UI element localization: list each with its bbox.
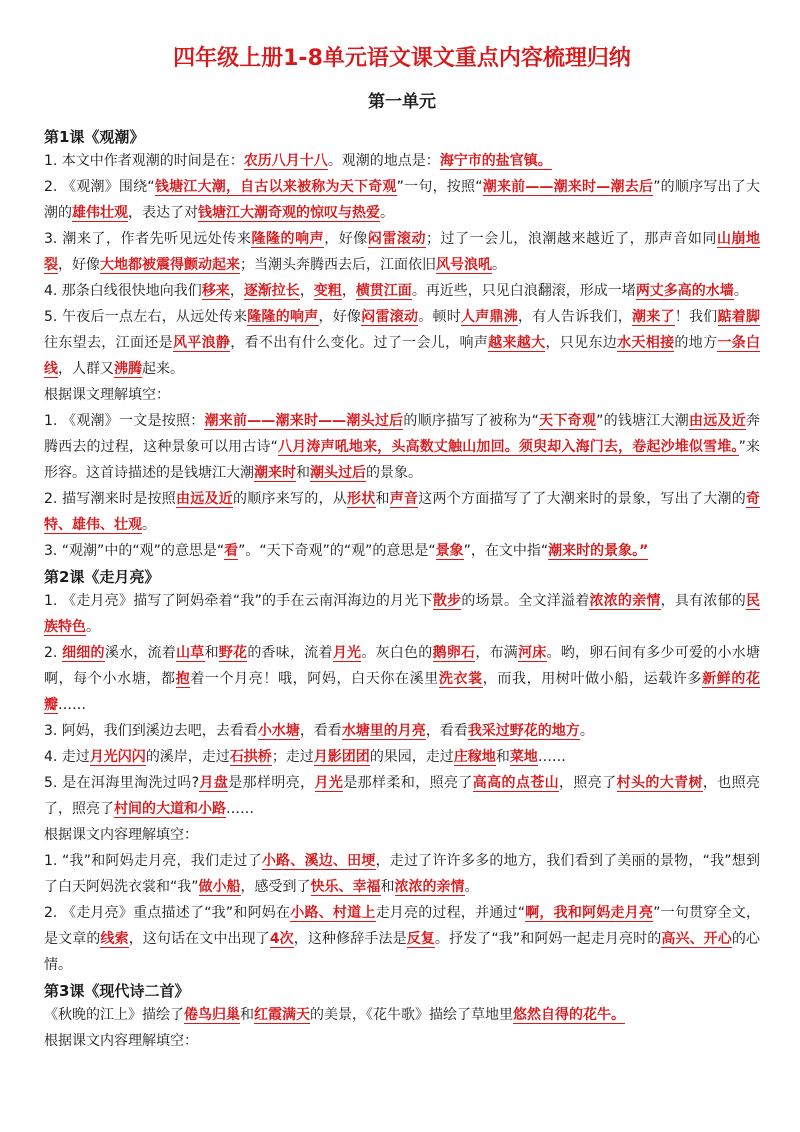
answer-highlight: 钱塘江大潮奇观的惊叹与热爱 (198, 205, 380, 221)
answer-highlight: 做小船 (198, 879, 241, 895)
content-paragraph (44, 408, 760, 486)
answer-highlight: 看 (224, 543, 239, 559)
answer-highlight: 闷雷滚动 (361, 309, 419, 325)
answer-highlight: 沸腾 (114, 361, 142, 377)
paragraph-text: 3. “观潮”中的“观”的意思是“ (44, 543, 225, 559)
lesson-heading: 第2课《走月亮》 (44, 568, 160, 586)
answer-highlight: 细细的 (62, 645, 105, 661)
answer-highlight: 潮来前——潮来时—潮去后 (482, 179, 654, 195)
answer-highlight: 风平浪静 (172, 335, 231, 351)
answer-highlight: 海宁市的盐官镇。 (439, 153, 552, 169)
paragraph-text: 3. 潮来了，作者先听见远处传来 (44, 231, 252, 247)
answer-highlight: 横贯江面 (355, 283, 412, 299)
answer-highlight: 浓浓的亲情 (589, 593, 661, 609)
paragraph-text: ，好像 (324, 231, 368, 247)
paragraph-text: 和 (296, 465, 310, 481)
content-paragraph (44, 148, 760, 174)
paragraph-text: 溪水，流着 (104, 645, 177, 661)
answer-highlight: 4次 (269, 931, 294, 947)
answer-highlight: 奇特、雄伟、壮观 (44, 491, 761, 533)
paragraph-text: …… (537, 749, 566, 765)
answer-highlight: 隆隆的响声 (247, 309, 319, 325)
answer-highlight: 月光 (314, 775, 344, 791)
paragraph-text: 5. 是在洱海里淘洗过吗? (44, 775, 200, 791)
paragraph-text: 的果园，走过 (369, 749, 454, 765)
answer-highlight: 天下奇观 (538, 413, 597, 429)
paragraph-text: 的香味，流着 (247, 645, 333, 661)
paragraph-text: ！我们 (674, 309, 718, 325)
paragraph-text: 的景象。 (366, 465, 422, 481)
content-paragraph (44, 588, 760, 640)
content-paragraph (44, 744, 760, 770)
answer-highlight: 隆隆的响声 (251, 231, 325, 247)
answer-highlight: 月光 (332, 645, 362, 661)
paragraph-text: ， (299, 283, 314, 299)
answer-highlight: 线索 (100, 931, 129, 947)
paragraph-text: ，这句话在文中出现了 (128, 931, 270, 947)
answer-highlight: 月盘 (199, 775, 229, 791)
answer-highlight: 移来 (201, 283, 230, 299)
paragraph-text: 《秋晚的江上》描绘了 (44, 1007, 184, 1023)
paragraph-text: 。抒发了“我”和阿妈一起走月亮时的 (434, 931, 662, 947)
answer-highlight: 小路、溪边、田埂 (261, 853, 376, 869)
paragraph-text: 。 (492, 257, 506, 273)
paragraph-text: 和 (204, 645, 219, 661)
content-paragraph (44, 1002, 760, 1028)
paragraph-text: 2. 《观潮》围绕“ (44, 179, 155, 195)
content-paragraph (44, 174, 760, 226)
paragraph-text: 2. (44, 645, 63, 661)
answer-highlight: 两丈多高的水墙 (635, 283, 734, 299)
paragraph-text: ，看不出有什么变化。过了一会儿，响声 (230, 335, 489, 351)
content-paragraph (44, 278, 760, 304)
unit-heading: 第一单元 (368, 92, 436, 112)
paragraph-text: 2. 描写潮来时是按照 (44, 491, 177, 507)
paragraph-text: ”，在文中指“ (463, 543, 549, 559)
answer-highlight: 雄伟壮观 (72, 205, 128, 221)
paragraph-text: 。再近些，只见白浪翻滚，形成一堵 (411, 283, 636, 299)
answer-highlight: 我采过野花的地方 (467, 723, 580, 739)
answer-highlight: 河床 (518, 645, 547, 661)
answer-highlight: 菜地 (509, 749, 538, 765)
document-body (44, 126, 760, 1054)
paragraph-text: 。顿时 (418, 309, 462, 325)
paragraph-text: ”。“天下奇观”的“观”的意思是“ (238, 543, 436, 559)
answer-highlight: 山草 (176, 645, 205, 661)
paragraph-text: 1. 《观潮》一文是按照： (44, 413, 205, 429)
paragraph-text: 和 (240, 1007, 254, 1023)
answer-highlight: 闷雷滚动 (367, 231, 427, 247)
answer-highlight: 景象 (435, 543, 464, 559)
paragraph-text: 。哟，卵石间有多少可爱的小水塘啊，每个小水塘，都 (44, 645, 761, 687)
paragraph-text: 5. 午夜后一点左右，从远处传来 (44, 309, 248, 325)
paragraph-text: ”一句，按照“ (396, 179, 483, 195)
answer-highlight: 庄稼地 (453, 749, 496, 765)
paragraph-text: 是那样柔和，照亮了 (343, 775, 473, 791)
paragraph-text: 4. 那条白线很快地向我们 (44, 283, 202, 299)
paragraph-text: ，好像 (318, 309, 362, 325)
paragraph-text: 。 (142, 517, 156, 533)
content-paragraph (44, 538, 760, 564)
paragraph-text: ，表达了对 (128, 205, 198, 221)
paragraph-text: 的地方 (674, 335, 718, 351)
paragraph-text: 着一个月亮！哦，阿妈，白天你在溪里 (190, 671, 439, 687)
answer-highlight: 民族特色 (44, 593, 761, 635)
paragraph-text: 往东望去，江面还是 (44, 335, 173, 351)
paragraph-text: ”一句贯穿全文，是文章的 (44, 905, 760, 947)
answer-highlight: 悠然自得的花牛。 (513, 1007, 625, 1023)
answer-highlight: 一条白线 (44, 335, 761, 377)
answer-highlight: 潮头过后 (310, 465, 366, 481)
paragraph-text: 的顺序描写了被称为“ (403, 413, 539, 429)
section-prompt: 根据课文内容理解填空： (44, 1033, 198, 1049)
paragraph-text: ，这种修辞手法是 (293, 931, 407, 947)
answer-highlight: 村头的大青树 (616, 775, 703, 791)
paragraph-text: 2. 《走月亮》重点描述了“我”和阿妈在 (44, 905, 291, 921)
content-paragraph (44, 640, 760, 718)
paragraph-text: 。 (579, 723, 594, 739)
paragraph-text: ， (341, 283, 356, 299)
answer-highlight: 野花 (218, 645, 248, 661)
answer-highlight: 声音 (389, 491, 419, 507)
paragraph-text: ，只见东边 (545, 335, 618, 351)
answer-highlight: 潮来时的景象。” (548, 543, 649, 559)
answer-highlight: 抱 (175, 671, 191, 687)
paragraph-text: ”的顺序写出了大潮的 (44, 179, 761, 221)
answer-highlight: 洗衣裳 (438, 671, 483, 687)
paragraph-text: 奔腾西去的过程，这种景象可以用古诗“ (44, 413, 761, 455)
answer-highlight: 啊，我和阿妈走月亮 (525, 905, 654, 921)
paragraph-text: …… (58, 697, 86, 713)
answer-highlight: 农历八月十八 (243, 153, 328, 169)
answer-highlight: 山崩地裂 (44, 231, 761, 273)
answer-highlight: 快乐、幸福 (310, 879, 381, 895)
answer-highlight: 散步 (432, 593, 462, 609)
paragraph-text: ；当潮头奔腾西去后，江面依旧 (240, 257, 436, 273)
paragraph-text: 和 (495, 749, 510, 765)
answer-highlight: 小路、村道上 (290, 905, 376, 921)
paragraph-text: 起来。 (142, 361, 184, 377)
paragraph-text: ，也照亮了，照亮了 (44, 775, 761, 817)
paragraph-text: …… (226, 801, 254, 817)
paragraph-text: ，具有浓郁的 (660, 593, 747, 609)
answer-highlight: 踮着脚 (717, 309, 761, 325)
content-paragraph (44, 304, 760, 382)
answer-highlight: 红霞满天 (254, 1007, 310, 1023)
paragraph-text: 走月亮的过程，并通过“ (375, 905, 525, 921)
document-title: 四年级上册1-8单元语文课文重点内容梳理归纳 (173, 46, 631, 71)
answer-highlight: 村间的大道和小路 (114, 801, 226, 817)
paragraph-text: 3. 阿妈，我们到溪边去吧，去看看 (44, 723, 258, 739)
paragraph-text: ；走过 (271, 749, 314, 765)
paragraph-text: 。观潮的地点是： (327, 153, 440, 169)
answer-highlight: 月光闪闪 (89, 749, 146, 765)
paragraph-text: ，好像 (58, 257, 100, 273)
paragraph-text: ；过了一会儿，浪潮越来越近了，那声音如同 (426, 231, 717, 247)
answer-highlight: 潮来了 (632, 309, 675, 325)
answer-highlight: 高高的点苍山 (472, 775, 560, 791)
answer-highlight: 潮来时 (254, 465, 296, 481)
content-paragraph (44, 718, 760, 744)
section-prompt: 根据课文内容理解填空： (44, 827, 198, 843)
paragraph-text: 1. 《走月亮》描写了阿妈牵着“我”的手在云南洱海边的月光下 (44, 593, 433, 609)
answer-highlight: 倦鸟归巢 (184, 1007, 240, 1023)
content-paragraph (44, 770, 760, 822)
answer-highlight: 变粗 (313, 283, 342, 299)
paragraph-text: 的场景。全文洋溢着 (461, 593, 590, 609)
paragraph-text: 的溪岸，走过 (145, 749, 230, 765)
paragraph-text: ”的钱塘江大潮 (596, 413, 690, 429)
lesson-heading: 第3课《现代诗二首》 (44, 982, 190, 1000)
answer-highlight: 形状 (347, 491, 376, 507)
paragraph-text: 。 (733, 283, 748, 299)
paragraph-text: ，而我，用树叶做小船，运载许多 (482, 671, 703, 687)
answer-highlight: 人声鼎沸 (461, 309, 519, 325)
paragraph-text: ，感受到了 (240, 879, 311, 895)
paragraph-text: 和 (380, 879, 395, 895)
answer-highlight: 水天相接 (617, 335, 675, 351)
paragraph-text: 。 (380, 205, 394, 221)
answer-highlight: 潮来前——潮来时——潮头过后 (204, 413, 404, 429)
paragraph-text: 的心情。 (44, 931, 761, 973)
content-paragraph (44, 848, 760, 900)
content-paragraph (44, 900, 760, 978)
answer-highlight: 小水塘 (257, 723, 300, 739)
paragraph-text: 。灰白色的 (361, 645, 433, 661)
lesson-heading: 第1课《观潮》 (44, 128, 145, 146)
answer-highlight: 月影团团 (313, 749, 370, 765)
content-paragraph (44, 226, 760, 278)
paragraph-text: 的顺序来写的，从 (233, 491, 348, 507)
answer-highlight: 石拱桥 (229, 749, 272, 765)
paragraph-text: 1. 本文中作者观潮的时间是在： (44, 153, 244, 169)
section-prompt: 根据课文理解填空： (44, 387, 170, 403)
paragraph-text: ，照亮了 (559, 775, 617, 791)
paragraph-text: 和 (375, 491, 390, 507)
paragraph-text: ”来形容。这首诗描述的是钱塘江大潮 (44, 439, 760, 481)
answer-highlight: 高兴、开心 (661, 931, 732, 947)
answer-highlight: 新鲜的花瓣 (44, 671, 760, 713)
paragraph-text: 的美景，《花牛歌》描绘了草地里 (310, 1007, 513, 1023)
answer-highlight: 大地都被震得颤动起来 (100, 257, 240, 273)
answer-highlight: 钱塘江大潮，自古以来被称为天下奇观 (154, 179, 397, 195)
paragraph-text: ， (229, 283, 244, 299)
paragraph-text: ，人群又 (58, 361, 114, 377)
paragraph-text: ，看看 (425, 723, 468, 739)
answer-highlight: 由远及近 (176, 491, 234, 507)
paragraph-text: 4. 走过 (44, 749, 90, 765)
paragraph-text: 这两个方面描写了了大潮来时的景象，写出了大潮的 (418, 491, 747, 507)
answer-highlight: 由远及近 (689, 413, 747, 429)
answer-highlight: 逐渐拉长 (243, 283, 300, 299)
paragraph-text: ，有人告诉我们， (518, 309, 633, 325)
paragraph-text: 1. “我”和阿妈走月亮，我们走过了 (44, 853, 262, 869)
answer-highlight: 浓浓的亲情 (394, 879, 465, 895)
content-paragraph (44, 486, 760, 538)
paragraph-text: ，走过了许许多多的地方，我们看到了美丽的景物，“我”想到了白天阿妈洗衣裳和“我” (44, 853, 760, 895)
answer-highlight: 越来越大 (488, 335, 546, 351)
answer-highlight: 八月涛声吼地来，头高数丈触山加回。须臾却入海门去，卷起沙堆似雪堆。 (277, 439, 739, 455)
answer-highlight: 风号浪吼 (436, 257, 492, 273)
answer-highlight: 鹅卵石 (432, 645, 476, 661)
answer-highlight: 反复 (406, 931, 435, 947)
answer-highlight: 水塘里的月亮 (341, 723, 426, 739)
paragraph-text: 是那样明亮， (228, 775, 315, 791)
paragraph-text: 。 (464, 879, 479, 895)
paragraph-text: 。 (86, 619, 100, 635)
paragraph-text: ，看看 (299, 723, 342, 739)
paragraph-text: ，布满 (475, 645, 519, 661)
